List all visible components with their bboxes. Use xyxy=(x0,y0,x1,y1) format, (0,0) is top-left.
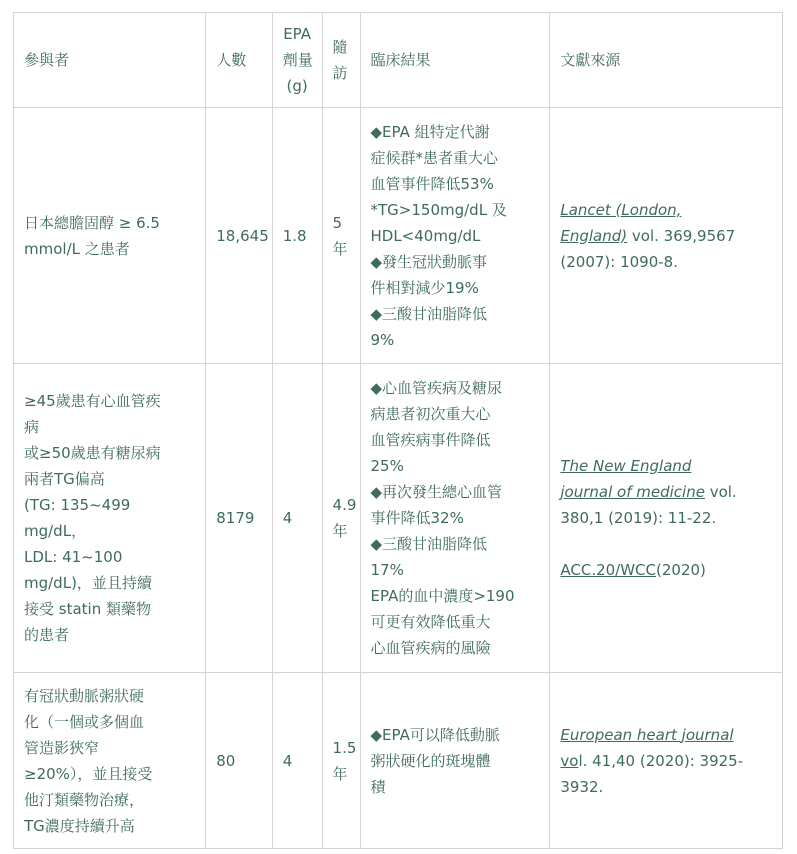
cell-line: ◆EPA 組特定代謝 xyxy=(370,122,490,141)
cell-line: 25% xyxy=(370,457,404,475)
cell-results xyxy=(360,364,550,673)
cell-line: (TG: 135~499 xyxy=(24,496,131,514)
cell-line: ◆EPA可以降低動脈 xyxy=(370,725,500,744)
header-followup xyxy=(322,13,360,108)
cell-line: 化（一個或多個血 xyxy=(24,712,145,731)
cell-line: 血管事件降低53% xyxy=(370,174,494,193)
source-text: l. 41,40 (2020): 3925- xyxy=(578,751,744,770)
cell-count: 80 xyxy=(206,673,272,849)
cell-line: 管造影狹窄 xyxy=(24,738,100,757)
cell-line: ◆三酸甘油脂降低 xyxy=(370,304,488,323)
cell-source xyxy=(550,108,783,364)
cell-line: 可更有效降低重大 xyxy=(370,613,491,631)
cell-followup xyxy=(322,108,360,364)
cell-line: 病 xyxy=(24,418,40,436)
table-header-row xyxy=(14,13,783,108)
cell-participants xyxy=(14,108,206,364)
cell-participants xyxy=(14,673,206,849)
cell-line: 9% xyxy=(370,330,395,349)
cell-count: 8179 xyxy=(206,364,272,673)
cell-line: ◆三酸甘油脂降低 xyxy=(370,535,488,553)
source-link[interactable]: Lancet (London, xyxy=(560,200,682,219)
cell-dose: 4 xyxy=(272,673,322,849)
cell-line: 或≥50歲患有糖尿病 xyxy=(24,444,161,462)
epa-study-table xyxy=(13,12,783,849)
cell-results xyxy=(360,673,550,849)
cell-line: 日本總膽固醇 ≥ 6.5 xyxy=(24,213,160,232)
cell-line: 他汀類藥物治療， xyxy=(24,790,145,809)
cell-line: 4.9 xyxy=(332,496,357,514)
source-link[interactable]: The New England xyxy=(560,457,692,475)
cell-line: 1.5 xyxy=(332,738,357,757)
cell-line: 粥狀硬化的斑塊體 xyxy=(370,751,491,770)
cell-dose: 1.8 xyxy=(272,108,322,364)
cell-line: ≥20%），並且接受 xyxy=(24,764,153,783)
source-link[interactable]: ACC.20/WCC xyxy=(560,561,657,579)
source-link[interactable]: journal of medicine xyxy=(560,483,705,501)
source-text: vol. xyxy=(704,483,737,501)
source-text: vol. 369,9567 xyxy=(627,226,736,245)
cell-line: EPA的血中濃度>190 xyxy=(370,587,515,605)
cell-line: 年 xyxy=(332,239,348,258)
source-text: 380,1 (2019): 11-22. xyxy=(560,509,717,527)
cell-followup xyxy=(322,364,360,673)
cell-line: mg/dL)，並且持續 xyxy=(24,574,152,592)
cell-line: *TG>150mg/dL 及 xyxy=(370,200,507,219)
header-dose-line: (g) xyxy=(286,77,308,95)
cell-followup xyxy=(322,673,360,849)
header-source: 文獻來源 xyxy=(550,13,783,108)
cell-line: mmol/L 之患者 xyxy=(24,239,130,258)
source-link[interactable]: vo xyxy=(560,751,579,770)
cell-line: 事件降低32% xyxy=(370,509,464,527)
cell-line: 年 xyxy=(332,764,348,783)
cell-line: 積 xyxy=(370,777,386,796)
cell-line: LDL: 41~100 xyxy=(24,548,123,566)
cell-line: HDL<40mg/dL xyxy=(370,226,481,245)
header-participants: 參與者 xyxy=(14,13,206,108)
table-row xyxy=(14,108,783,364)
cell-line: 年 xyxy=(332,522,348,540)
cell-line: 件相對減少19% xyxy=(370,278,479,297)
source-text: (2007): 1090-8. xyxy=(560,252,678,271)
source-text: 3932. xyxy=(560,777,604,796)
cell-line: 病患者初次重大心 xyxy=(370,405,491,423)
table-row xyxy=(14,364,783,673)
cell-line: 有冠狀動脈粥狀硬 xyxy=(24,686,145,705)
cell-line: ◆心血管疾病及糖尿 xyxy=(370,379,503,397)
cell-source xyxy=(550,673,783,849)
cell-participants xyxy=(14,364,206,673)
cell-line: 17% xyxy=(370,561,404,579)
source-text: (2020) xyxy=(656,561,706,579)
cell-results xyxy=(360,108,550,364)
source-link[interactable]: England) xyxy=(560,226,628,245)
cell-line: ≥45歲患有心血管疾 xyxy=(24,392,161,410)
header-results: 臨床結果 xyxy=(360,13,550,108)
cell-source xyxy=(550,364,783,673)
cell-line: TG濃度持續升高 xyxy=(24,816,135,835)
header-followup-line: 訪 xyxy=(332,64,348,82)
cell-line: 5 xyxy=(332,213,343,232)
spacer xyxy=(560,531,772,557)
source-link[interactable]: European heart journal xyxy=(560,725,734,744)
header-dose-line: EPA xyxy=(283,25,312,43)
table-row xyxy=(14,673,783,849)
cell-line: ◆再次發生總心血管 xyxy=(370,483,503,501)
cell-line: 症候群*患者重大心 xyxy=(370,148,499,167)
cell-count: 18,645 xyxy=(206,108,272,364)
header-dose-line: 劑量 xyxy=(282,51,313,69)
cell-line: ◆發生冠狀動脈事 xyxy=(370,252,488,271)
cell-line: 的患者 xyxy=(24,626,70,644)
cell-line: 接受 statin 類藥物 xyxy=(24,600,151,618)
cell-line: 心血管疾病的風險 xyxy=(370,639,491,657)
header-followup-line: 隨 xyxy=(332,38,348,56)
cell-line: mg/dL， xyxy=(24,522,87,540)
cell-line: 兩者TG偏高 xyxy=(24,470,105,488)
header-dose xyxy=(272,13,322,108)
cell-dose: 4 xyxy=(272,364,322,673)
cell-line: 血管疾病事件降低 xyxy=(370,431,491,449)
header-count: 人數 xyxy=(206,13,272,108)
